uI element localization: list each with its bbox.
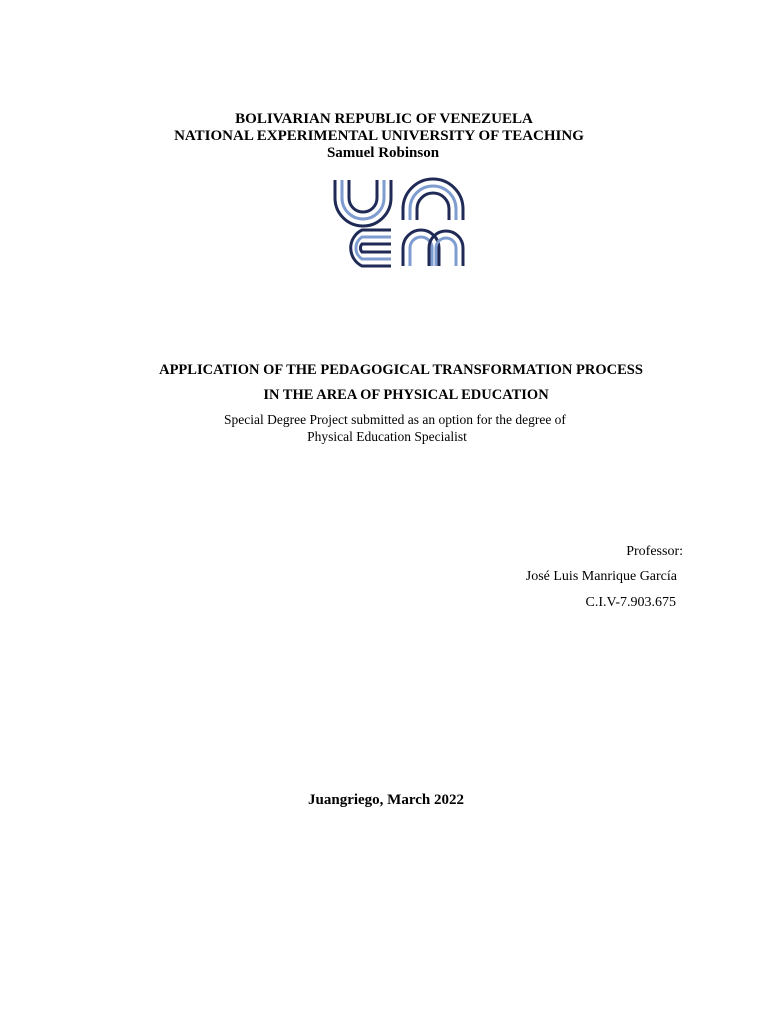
thesis-title-line-2: IN THE AREA OF PHYSICAL EDUCATION <box>263 387 549 403</box>
place-and-date: Juangriego, March 2022 <box>308 792 464 808</box>
thesis-title-line-1: APPLICATION OF THE PEDAGOGICAL TRANSFORMATION PROCESS <box>159 362 643 378</box>
country-heading: BOLIVARIAN REPUBLIC OF VENEZUELA <box>235 111 533 127</box>
author-name: José Luis Manrique García <box>525 569 677 584</box>
thesis-subtitle-line-1: Special Degree Project submitted as an option for the degree of <box>224 412 566 427</box>
thesis-subtitle-line-2: Physical Education Specialist <box>307 429 467 444</box>
university-heading: NATIONAL EXPERIMENTAL UNIVERSITY OF TEACHING <box>174 128 584 144</box>
university-subheading: Samuel Robinson <box>326 145 440 161</box>
university-logo <box>328 176 470 270</box>
author-id: C.I.V-7.903.675 <box>585 595 676 610</box>
author-role: Professor: <box>626 544 683 559</box>
